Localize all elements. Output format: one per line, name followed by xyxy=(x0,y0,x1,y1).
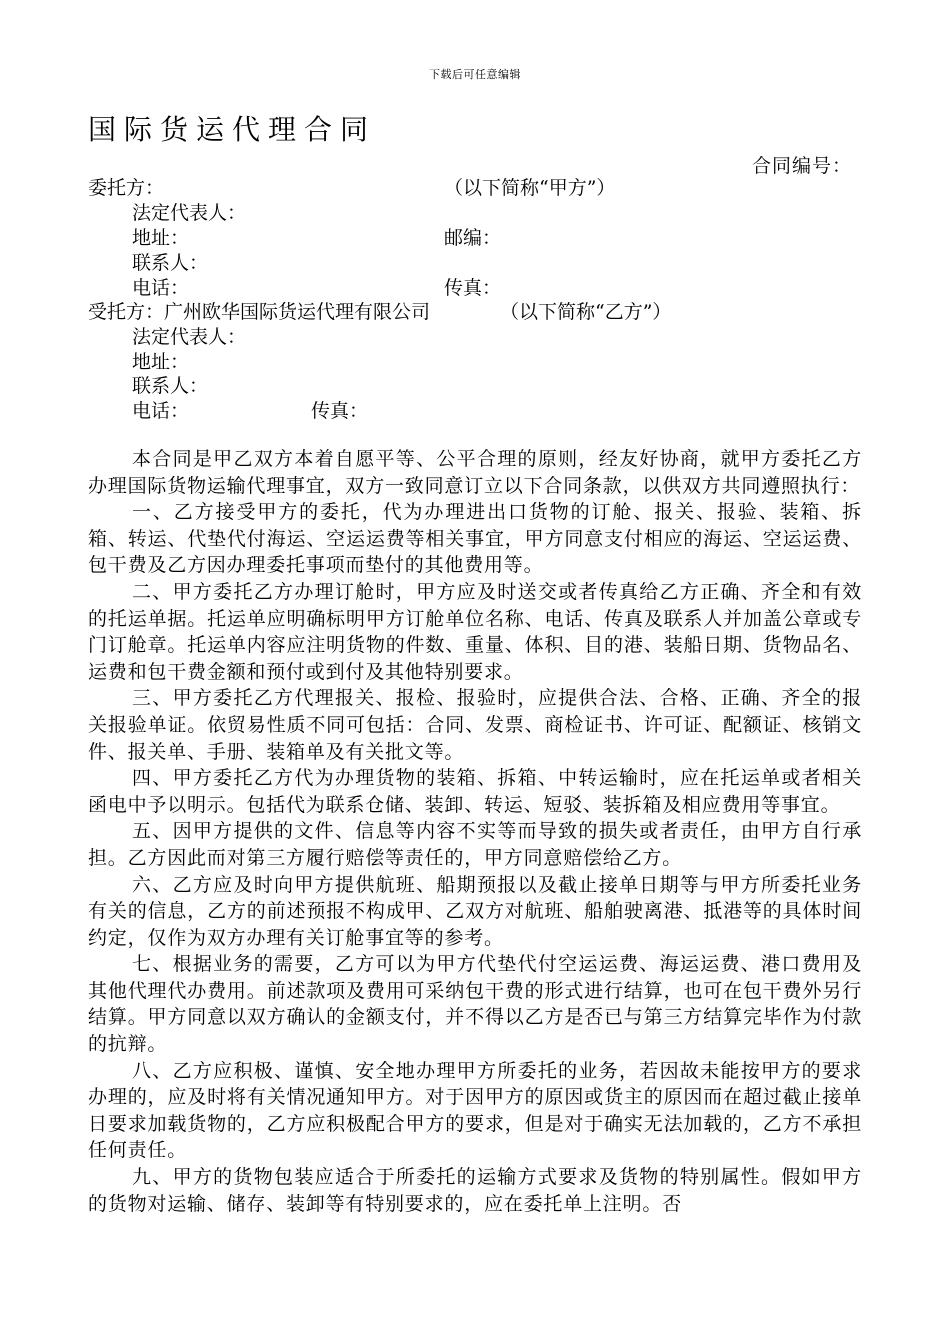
contract-number-label: 合同编号： xyxy=(752,155,853,177)
party-a-contact: 联系人： xyxy=(132,252,209,274)
party-b-alias: （以下简称“乙方”） xyxy=(500,301,672,323)
party-b-fax: 传真： xyxy=(311,400,369,422)
party-b-contact: 联系人： xyxy=(132,375,209,397)
intro-paragraph: 本合同是甲乙双方本着自愿平等、公平合理的原则，经友好协商，就甲方委托乙方办理国际货物运输代理事宜，双方一致同意订立以下合同条款，以供双方共同遵照执行： xyxy=(88,448,862,497)
party-b-address: 地址： xyxy=(132,351,190,373)
clause-8: 八、乙方应积极、谨慎、安全地办理甲方所委托的业务，若因故未能按甲方的要求办理的，应及时将有关情况通知甲方。对于因甲方的原因或货主的原因而在超过截止接单日要求加载货物的，乙方应积极配合甲方的要求，但是对于确实无法加载的，乙方不承担任何责任。 xyxy=(88,1059,862,1162)
party-b-legal-rep: 法定代表人： xyxy=(132,326,247,348)
clause-7: 七、根据业务的需要，乙方可以为甲方代垫代付空运运费、海运运费、港口费用及其他代理代办费用。前述款项及费用可采纳包干费的形式进行结算，也可在包干费外另行结算。甲方同意以双方确认的金额支付，并不得以乙方是否已与第三方结算完毕作为付款的抗辩。 xyxy=(88,953,862,1056)
clause-1: 一、乙方接受甲方的委托，代为办理进出口货物的订舱、报关、报验、装箱、拆箱、转运、代垫代付海运、空运运费等相关事宜，甲方同意支付相应的海运、空运运费、包干费及乙方因办理委托事项而垫付的其他费用等。 xyxy=(88,501,862,577)
party-a-phone: 电话： xyxy=(132,277,190,299)
party-a-postcode: 邮编： xyxy=(444,227,502,249)
clause-6: 六、乙方应及时向甲方提供航班、船期预报以及截止接单日期等与甲方所委托业务有关的信息，乙方的前述预报不构成甲、乙双方对航班、船舶驶离港、抵港等的具体时间约定，仅作为双方办理有关订舱事宜等的参考。 xyxy=(88,873,862,949)
party-a-label: 委托方： xyxy=(88,177,165,199)
header-note: 下载后可任意编辑 xyxy=(429,68,521,81)
party-a-legal-rep: 法定代表人： xyxy=(132,202,247,224)
clause-2: 二、甲方委托乙方办理订舱时，甲方应及时送交或者传真给乙方正确、齐全和有效的托运单据。托运单应明确标明甲方订舱单位名称、电话、传真及联系人并加盖公章或专门订舱章。托运单内容应注明货物的件数、重量、体积、目的港、装船日期、货物品名、运费和包干费金额和预付或到付及其他特别要求。 xyxy=(88,580,862,683)
clause-4: 四、甲方委托乙方代为办理货物的装箱、拆箱、中转运输时，应在托运单或者相关函电中予以明示。包括代为联系仓储、装卸、转运、短驳、装拆箱及相应费用等事宜。 xyxy=(88,767,862,816)
clause-5: 五、因甲方提供的文件、信息等内容不实等而导致的损失或者责任，由甲方自行承担。乙方因此而对第三方履行赔偿等责任的，甲方同意赔偿给乙方。 xyxy=(88,820,862,869)
party-b-label: 受托方：广州欧华国际货运代理有限公司 xyxy=(88,301,431,323)
party-a-fax: 传真： xyxy=(444,277,502,299)
party-b-phone: 电话： xyxy=(132,400,190,422)
clause-3: 三、甲方委托乙方代理报关、报检、报验时，应提供合法、合格、正确、齐全的报关报验单证。依贸易性质不同可包括：合同、发票、商检证书、许可证、配额证、核销文件、报关单、手册、装箱单及有关批文等。 xyxy=(88,687,862,763)
clause-9: 九、甲方的货物包装应适合于所委托的运输方式要求及货物的特别属性。假如甲方的货物对运输、储存、装卸等有特别要求的，应在委托单上注明。否 xyxy=(88,1166,862,1215)
party-a-address: 地址： xyxy=(132,227,190,249)
party-a-alias: （以下简称“甲方”） xyxy=(444,177,616,199)
contract-body xyxy=(88,446,862,1217)
contract-title: 国际货运代理合同 xyxy=(88,113,377,146)
